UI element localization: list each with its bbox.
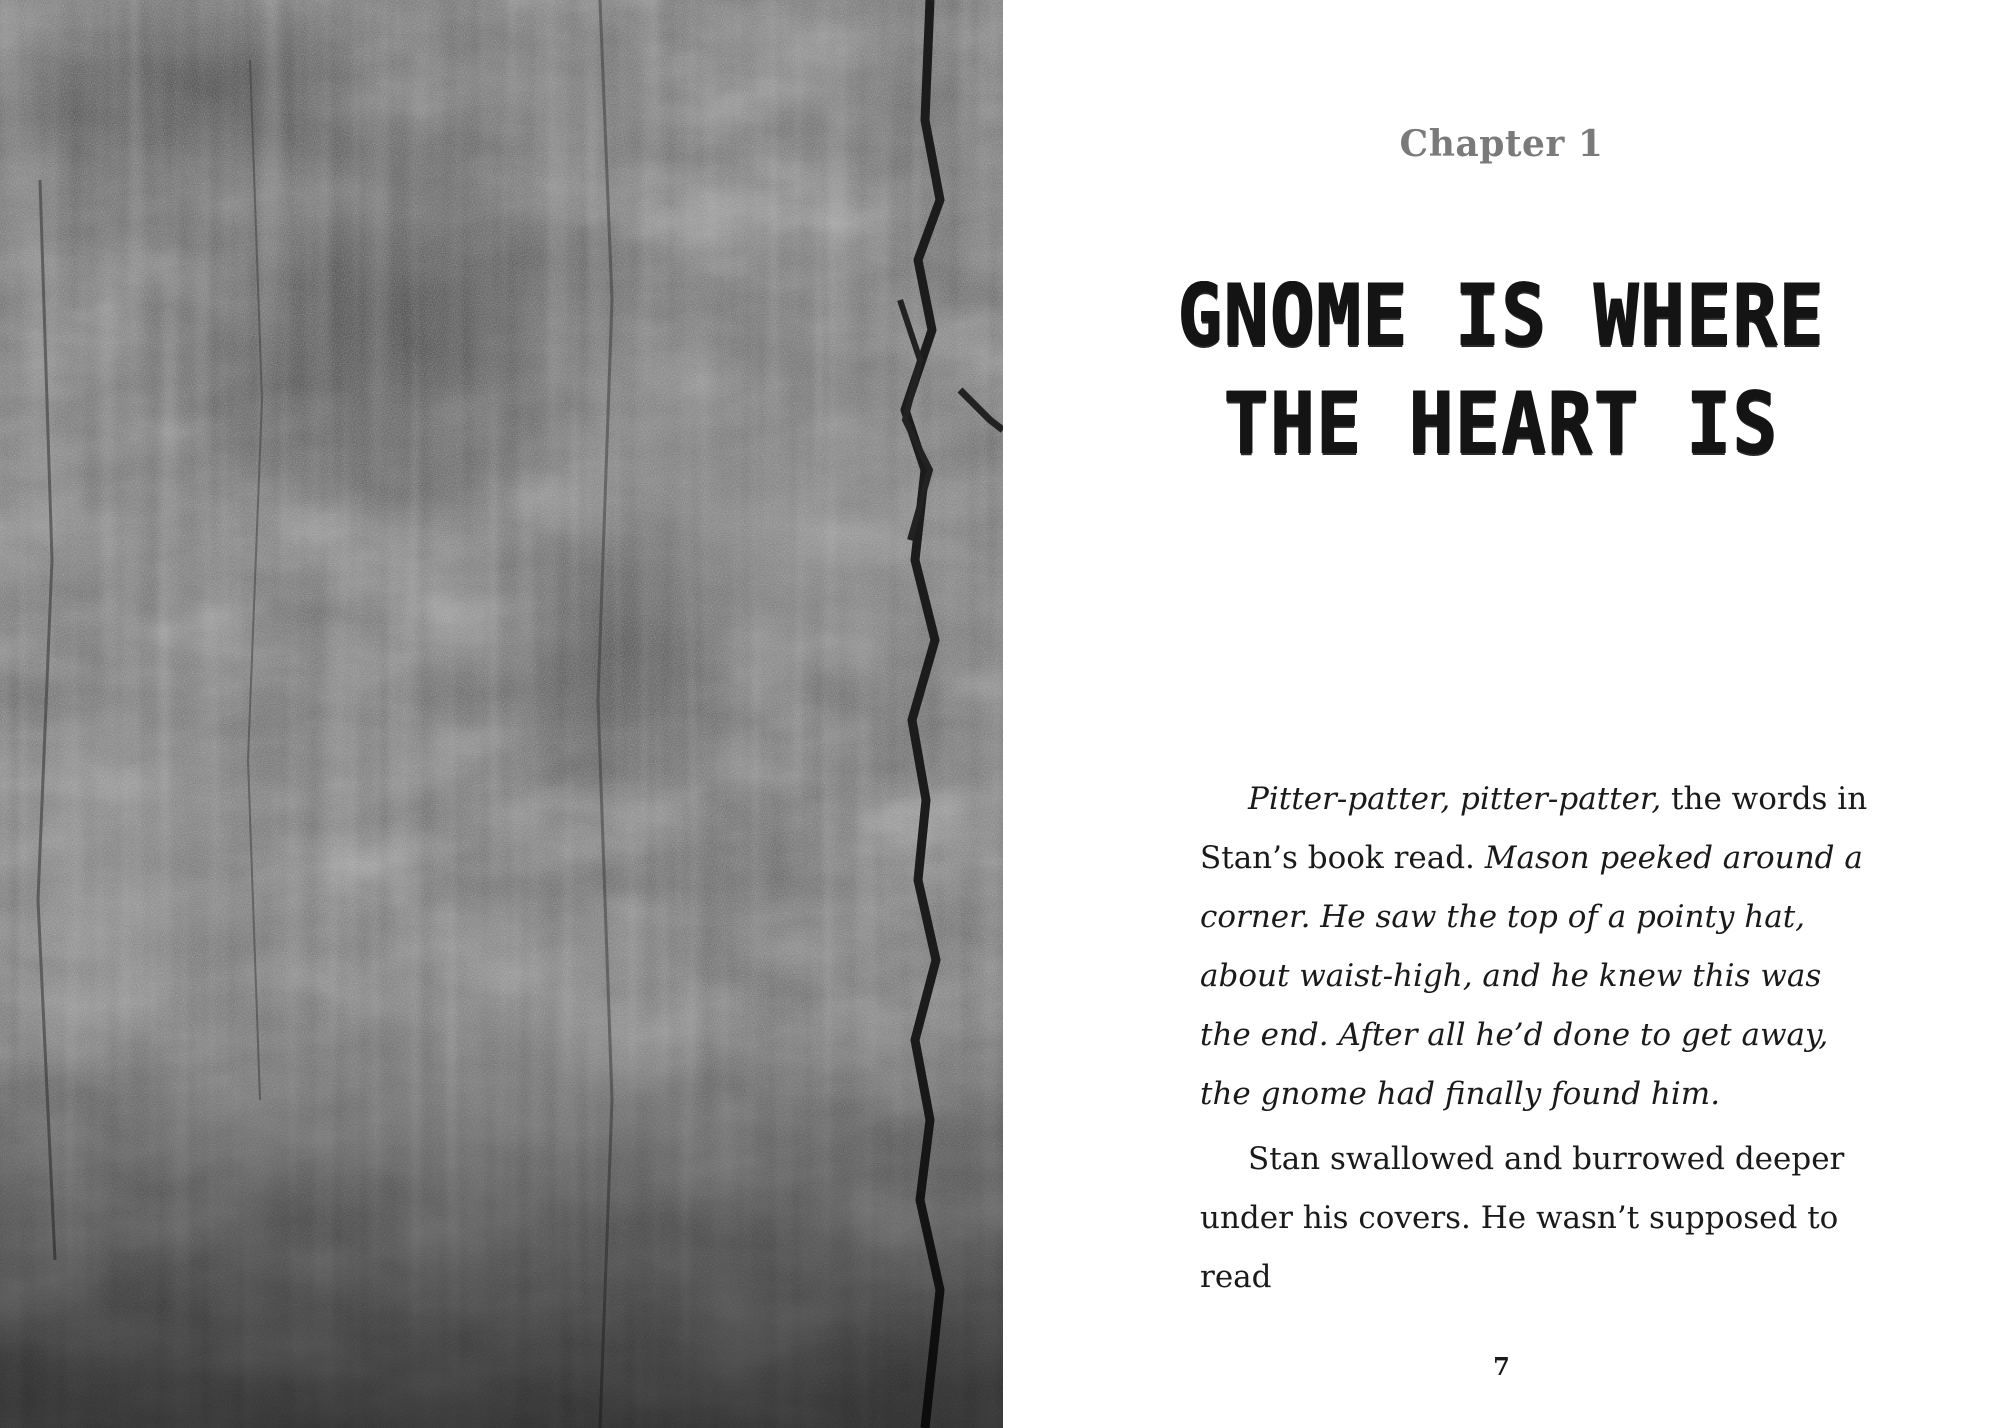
paragraph-1: [1200, 770, 1880, 1124]
paragraph-2: Stan swallowed and burrowed deeper under his covers. He wasn’t supposed to read: [1200, 1141, 1845, 1295]
chapter-title-line-2: THE HEART IS: [1224, 374, 1779, 474]
page-number: 7: [1493, 1352, 1510, 1381]
chapter-title-line-1: GNOME IS WHERE: [1177, 266, 1826, 366]
right-page: [1003, 0, 2000, 1428]
body-text: [1200, 770, 1880, 1307]
paragraph-1-italic-opening: Pitter-patter, pitter-patter,: [1248, 781, 1662, 817]
paragraph-1-italic-excerpt: Mason peeked around a corner. He saw the top of a pointy hat, about waist-high, and he knew this was the end. After all he’d done to get away, the gnome had finally found him.: [1200, 840, 1863, 1112]
paragraph-1-roman: the words in Stan’s book read.: [1200, 781, 1868, 876]
chapter-title: [1073, 262, 1930, 478]
chapter-label: Chapter 1: [1399, 123, 1604, 165]
